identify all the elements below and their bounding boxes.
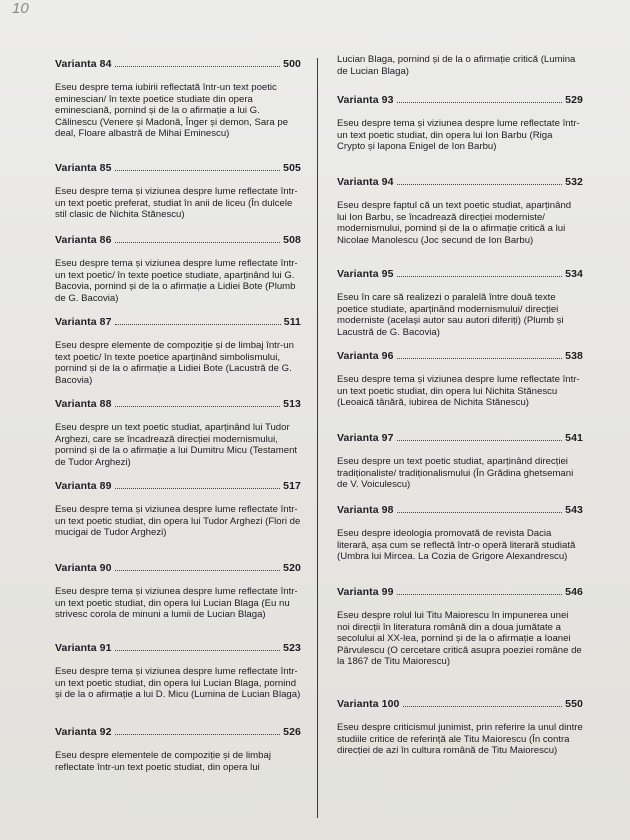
toc-entry [55,398,301,468]
essay-description: Eseu despre tema și viziunea despre lume reflectate într-un text poetic/ în texte poetice studiate, aparținând lui G. Bacovia, pornind și de la o afirmație a Lidiei Bote (Plumb de G. Bacovia) [55,258,298,304]
variant-label: Varianta 94 [337,176,394,188]
dot-leader [403,706,563,707]
dot-leader [115,66,281,67]
toc-entry-heading [337,698,583,711]
toc-entry [337,176,583,246]
dot-leader [397,102,563,103]
toc-entry [337,698,583,757]
page-number: 500 [283,58,301,70]
toc-entry-heading [55,398,301,411]
toc-entry-heading [55,642,301,655]
toc-entry-heading [337,176,583,189]
page-number: 532 [565,176,583,188]
essay-description: Eseu despre tema și viziunea despre lume reflectate într-un text poetic studiat, din opera lui Lucian Blaga, pornind și de la o afirmație a lui D. Micu (Lumina de Lucian Blaga) [55,666,301,701]
variant-label: Varianta 93 [337,94,394,106]
dot-leader [397,594,563,595]
variant-label: Varianta 91 [55,642,112,654]
toc-entry [55,234,301,304]
page-number: 508 [283,234,301,246]
variant-label: Varianta 97 [337,432,394,444]
dot-leader [115,570,281,571]
toc-entry-heading [55,316,301,329]
page-number: 538 [565,350,583,362]
dot-leader [397,512,563,513]
variant-label: Varianta 90 [55,562,112,574]
dot-leader [115,170,281,171]
essay-description: Eseu despre tema iubirii reflectată într-un text poetic eminescian/ în texte poetice studiate din opera eminesciană, pornind și de la o afirmație a lui G. Călinescu (Venere și Madonă, Înger și demon, Sara pe deal, Floare albastră de Mihai Eminescu) [55,82,289,140]
dot-leader [115,324,281,325]
page-number: 520 [283,562,301,574]
page-number: 541 [565,432,583,444]
essay-description: Eseu despre elementele de compoziție și de limbaj reflectate într-un text poetic studiat, din opera lui [55,750,271,773]
toc-entry-heading [337,94,583,107]
essay-description: Eseu despre un text poetic studiat, aparținând lui Tudor Arghezi, care se încadrează direcției modernismului, pornind și de la o afirmație a lui Dumitru Micu (Testament de Tudor Arghezi) [55,422,298,468]
essay-description: Eseu despre tema și viziunea despre lume reflectate într-un text poetic studiat, din opera lui Lucian Blaga (Eu nu strivesc corola de minuni a lumii de Lucian Blaga) [55,586,298,621]
variant-label: Varianta 100 [337,698,400,710]
toc-entry-heading [55,726,301,739]
essay-description: Eseu despre tema și viziunea despre lume reflectate într-un text poetic studiat, din opera lui Nichita Stănescu (Leoaică tânără, iubirea de Nichita Stănescu) [337,374,580,409]
dot-leader [115,406,281,407]
toc-entry [337,504,583,563]
variant-label: Varianta 98 [337,504,394,516]
page-number: 523 [283,642,301,654]
toc-entry-heading [337,350,583,363]
essay-description: Eseu despre elemente de compoziție și de limbaj într-un text poetic/ în texte poetice aparținând simbolismului, pornind și de la o afirmație a Lidiei Bote (Lacustră de G. Bacovia) [55,340,294,386]
variant-label: Varianta 88 [55,398,112,410]
toc-entry [337,350,583,409]
variant-label: Varianta 95 [337,268,394,280]
toc-entry-heading [337,504,583,517]
toc-entry [337,586,583,668]
toc-entry-heading [337,432,583,445]
toc-entry [55,726,301,773]
dot-leader [115,650,281,651]
page-number: 517 [283,480,301,492]
toc-entry-heading [55,480,301,493]
toc-entry [55,562,301,621]
toc-entry-heading [55,562,301,575]
toc-entry-heading [55,162,301,175]
page-number: 534 [565,268,583,280]
page-number: 526 [283,726,301,738]
toc-entry [337,268,583,338]
dot-leader [397,184,563,185]
essay-description: Lucian Blaga, pornind și de la o afirmație critică (Lumina de Lucian Blaga) [337,54,576,77]
toc-entry-heading [337,586,583,599]
dot-leader [397,358,563,359]
dot-leader [397,276,563,277]
variant-label: Varianta 99 [337,586,394,598]
toc-entry [337,54,583,77]
page-number: 513 [283,398,301,410]
toc-entry [55,642,301,701]
toc-entry [55,316,301,386]
essay-description: Eseu despre rolul lui Titu Maiorescu în impunerea unei noi direcții în literatura română din a doua jumătate a secolului al XX-lea, pornind și de la o afirmație a Ioanei Pârvulescu (O cercetare critică asupra poeziei române de la 1867 de Titu Maiorescu) [337,610,582,668]
page-number: 529 [565,94,583,106]
dot-leader [397,440,563,441]
page-mark: 10 [12,0,29,17]
page-number: 505 [283,162,301,174]
toc-entry [55,162,301,221]
essay-description: Eseu despre faptul că un text poetic studiat, aparținând lui Ion Barbu, se încadrează direcției moderniste/ modernismului, pornind și de la o afirmație critică a lui Nicolae Manolescu (Joc secund de Ion Barbu) [337,200,572,246]
variant-label: Varianta 89 [55,480,112,492]
toc-entry [55,58,301,140]
essay-description: Eseu despre tema și viziunea despre lume reflectate într-un text poetic preferat, studiat în anii de liceu (În dulcele stil clasic de Nichita Stănescu) [55,186,298,221]
dot-leader [115,734,281,735]
variant-label: Varianta 87 [55,316,112,328]
variant-label: Varianta 96 [337,350,394,362]
page-number: 550 [565,698,583,710]
toc-entry [337,432,583,491]
page-number: 543 [565,504,583,516]
dot-leader [115,242,281,243]
toc-entry [337,94,583,153]
toc-entry-heading [337,268,583,281]
essay-description: Eseu despre criticismul junimist, prin referire la unul dintre studiile critice de referință ale Titu Maiorescu (În contra direcției de azi în cultura română de Titu Maiorescu) [337,722,583,757]
variant-label: Varianta 92 [55,726,112,738]
essay-description: Eseu despre tema și viziunea despre lume reflectate într-un text poetic studiat, din opera lui Ion Barbu (Riga Crypto și lapona Enigel de Ion Barbu) [337,118,580,153]
essay-description: Eseu în care să realizezi o paralelă între două texte poetice studiate, aparținând modernismului/ direcției moderniste (același autor sau autori diferiți) (Plumb și Lacustră de G. Bacovia) [337,292,564,338]
toc-entry-heading [55,234,301,247]
variant-label: Varianta 84 [55,58,112,70]
variant-label: Varianta 85 [55,162,112,174]
page-number: 546 [565,586,583,598]
essay-description: Eseu despre ideologia promovată de revista Dacia literară, așa cum se reflectă într-o operă literară studiată (Umbra lui Mircea. La Cozia de Grigore Alexandrescu) [337,528,576,563]
page-number: 511 [283,316,301,328]
toc-entry-heading [55,58,301,71]
column-divider [317,58,318,818]
dot-leader [115,488,281,489]
essay-description: Eseu despre un text poetic studiat, aparținând direcției tradiționaliste/ tradiționalismului (În Grădina ghetsemani de V. Voiculescu) [337,456,574,491]
essay-description: Eseu despre tema și viziunea despre lume reflectate într-un text poetic studiat, din opera lui Tudor Arghezi (Flori de mucigai de Tudor Arghezi) [55,504,301,539]
toc-entry [55,480,301,539]
variant-label: Varianta 86 [55,234,112,246]
